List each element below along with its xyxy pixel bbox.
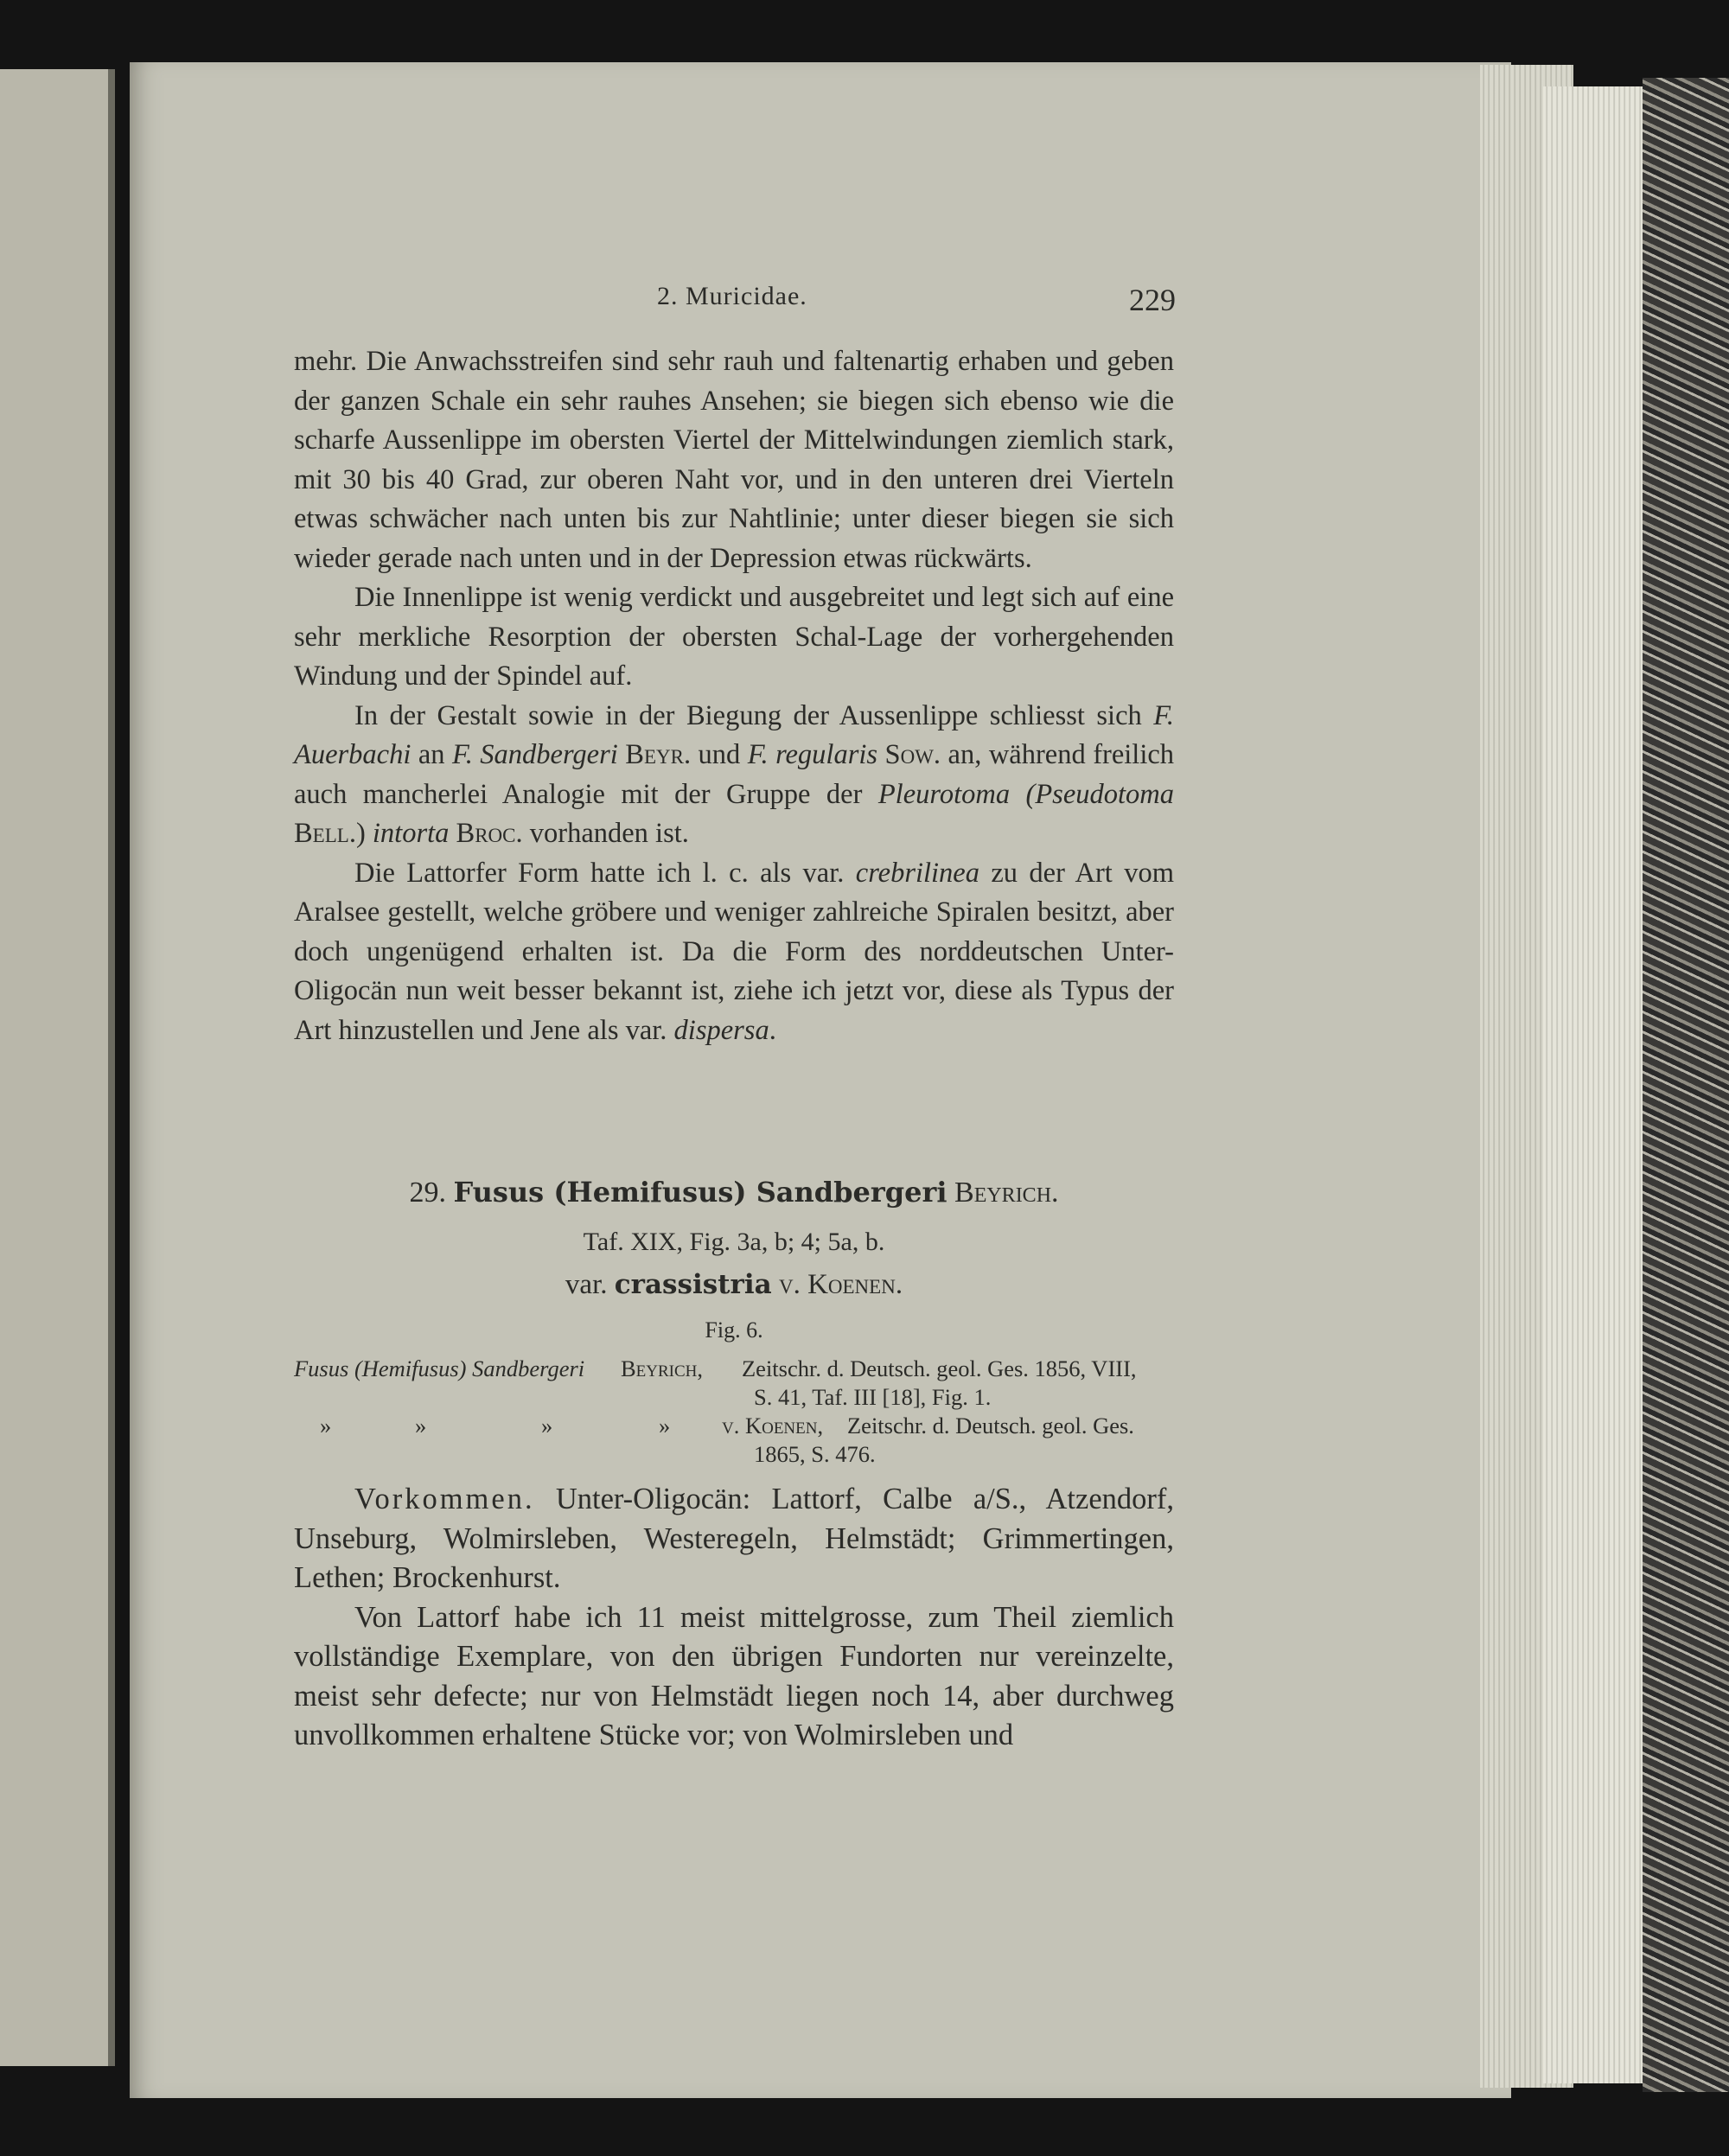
variety-name: crassistria (614, 1269, 772, 1300)
species-author: Beyrich. (954, 1177, 1059, 1209)
running-header (294, 282, 1176, 316)
taxon-name: F. Sandbergeri (452, 739, 618, 770)
synonym-author: v. Koenen, (722, 1413, 824, 1438)
text-run: vorhanden ist. (522, 818, 689, 849)
text-run: und (691, 739, 748, 770)
species-heading (294, 1176, 1174, 1209)
variety-name: crebrilinea (855, 857, 979, 889)
synonymy-row (294, 1412, 1174, 1440)
synonymy-row (294, 1383, 1174, 1412)
text-run: Die Lattorfer Form hatte ich l. c. als var. (354, 857, 856, 889)
species-number: 29. (409, 1177, 446, 1209)
variety-author: v. Koenen. (778, 1269, 903, 1300)
synonym-author: Beyrich, (621, 1355, 704, 1381)
synonymy-row (294, 1440, 1174, 1469)
body-text-upper (294, 342, 1174, 1050)
variety-prefix: var. (565, 1269, 608, 1300)
taxon-name: intorta (372, 818, 450, 849)
occurrence-text: Unter-Oligocän: Lattorf, Calbe a/S., Atzendorf, Unseburg, Wolmirsleben, Westeregeln, Helmstädt; Grimmertingen, Lethen; Brockenhurst. (294, 1483, 1174, 1594)
paragraph-1: mehr. Die Anwachsstreifen sind sehr rauh und faltenartig erhaben und geben der ganzen Schale ein sehr rauhes Ansehen; sie biegen sich ebenso wie die scharfe Aussenlippe im obersten Viertel der Mittelwindungen ziemlich stark, mit 30 bis 40 Grad, zur oberen Naht vor, und in den unteren drei Vierteln etwas schwächer nach unten bis zur Nahtlinie; unter dieser biegen sie sich wieder gerade nach unten und in der Depression etwas rückwärts. (294, 346, 1174, 574)
text-run: In der Gestalt sowie in der Biegung der Aussenlippe schliesst sich (354, 699, 1154, 731)
synonymy-list (294, 1355, 1174, 1469)
variety-name: dispersa (673, 1014, 769, 1046)
author-name: Broc. (456, 818, 523, 849)
synonym-reference: Zeitschr. d. Deutsch. geol. Ges. (847, 1413, 1134, 1438)
text-run: . (769, 1014, 776, 1046)
paragraph-2: Die Innenlippe ist wenig verdickt und ausgebreitet und legt sich auf eine sehr merkliche Resorption der obersten Schal-Lage der vorhergehenden Windung und der Spindel auf. (294, 582, 1174, 692)
synonym-reference: 1865, S. 476. (754, 1441, 876, 1467)
plate-reference: Taf. XIX, Fig. 3a, b; 4; 5a, b. (583, 1228, 885, 1256)
variety-figure: Fig. 6. (705, 1317, 763, 1343)
text-run: an (411, 739, 453, 770)
taxon-name: F. Auerbachi (294, 699, 1174, 770)
variety-heading (294, 1269, 1174, 1301)
synonym-reference: Zeitschr. d. Deutsch. geol. Ges. 1856, VIII, (742, 1355, 1137, 1381)
synonym-name: Fusus (Hemifusus) Sandbergeri (294, 1355, 585, 1381)
occurrence-label: Vorkommen. (354, 1483, 535, 1515)
ditto-mark: » (541, 1413, 553, 1438)
text-run: ) (355, 818, 373, 849)
text-run: zu der Art vom Aralsee gestellt, welche gröbere und weniger zahlreiche Spiralen besitzt, aber doch ungenügend erhalten ist. Da die Form des norddeutschen Unter-Oligocän nun weit besser bekannt ist, ziehe ich jetzt vor, diese als Typus der Art hinzustellen und Jene als var. (294, 857, 1174, 1046)
ditto-mark: » (415, 1413, 427, 1438)
taxon-name: Pleurotoma (Pseudotoma (877, 778, 1174, 810)
paragraph-5: Von Lattorf habe ich 11 meist mittelgrosse, zum Theil ziemlich vollständige Exemplare, von den übrigen Fundorten nur vereinzelte, meist sehr defecte; nur von Helmstädt liegen noch 14, aber durchweg unvollkommen erhaltene Stücke vor; von Wolmirsleben und (294, 1600, 1174, 1751)
paragraph-3 (294, 697, 1174, 854)
author-name: Beyr. (625, 739, 692, 770)
left-page-edge (0, 69, 115, 2066)
synonymy-row (294, 1355, 1174, 1383)
ditto-mark: » (659, 1413, 671, 1438)
synonym-reference: S. 41, Taf. III [18], Fig. 1. (754, 1384, 992, 1410)
author-name: Sow. (884, 739, 941, 770)
ditto-mark: » (320, 1413, 332, 1438)
page-number: 229 (1129, 283, 1176, 317)
taxon-name: F. regularis (747, 739, 878, 770)
page-block-edge-inner (1543, 86, 1656, 2083)
paragraph-4 (294, 854, 1174, 1051)
species-name: Fusus (Hemifusus) Sandbergeri (453, 1176, 947, 1209)
body-text-lower (294, 1480, 1174, 1756)
book-cover-edge (1643, 78, 1729, 2092)
author-name: Bell. (294, 818, 356, 849)
text-run: an, während freilich auch mancherlei Analogie mit der Gruppe der (294, 739, 1175, 810)
occurrence-paragraph (294, 1480, 1174, 1598)
running-title: 2. Muricidae. (657, 282, 807, 310)
